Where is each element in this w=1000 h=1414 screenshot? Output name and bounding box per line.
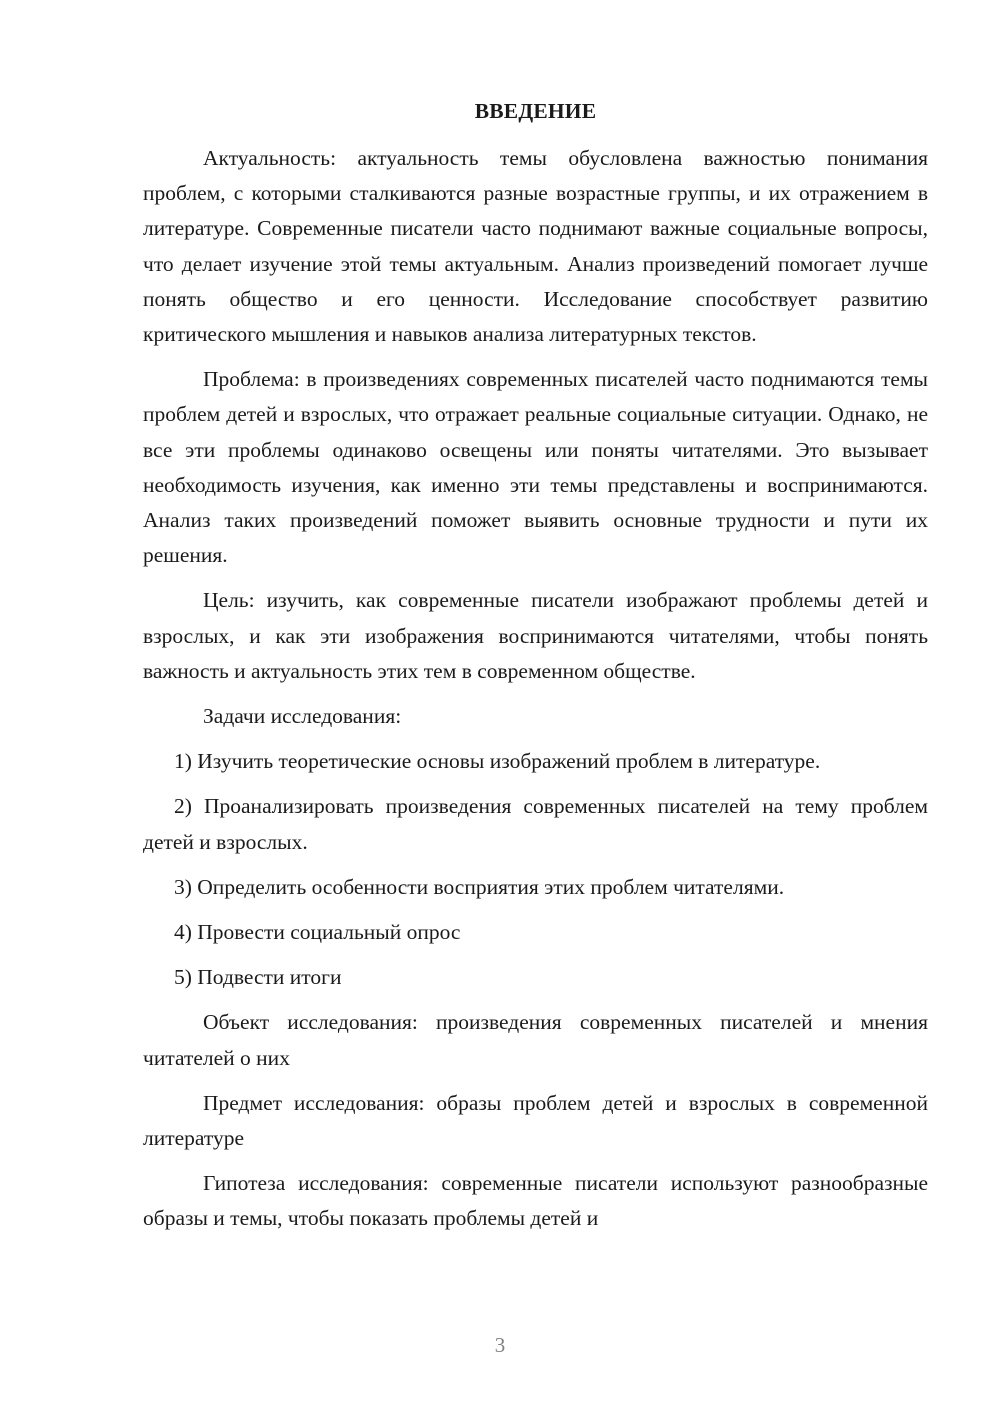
- page-content: [143, 93, 928, 1247]
- problem-paragraph: Проблема: в произведениях современных писателей часто поднимаются темы проблем детей и взрослых, что отражает реальные социальные ситуации. Однако, не все эти проблемы одинаково освещены или поняты читателями. Это вызывает необходимость изучения, как именно эти темы представлены и воспринимаются. Анализ таких произведений поможет выявить основные трудности и пути их решения.: [143, 367, 928, 568]
- relevance-paragraph: Актуальность: актуальность темы обусловлена важностью понимания проблем, с которыми сталкиваются разные возрастные группы, и их отражением в литературе. Современные писатели часто поднимают важные социальные вопросы, что делает изучение этой темы актуальным. Анализ произведений помогает лучше понять общество и его ценности. Исследование способствует развитию критического мышления и навыков анализа литературных текстов.: [143, 146, 928, 347]
- task-item-3: 3) Определить особенности восприятия этих проблем читателями.: [174, 874, 785, 899]
- subject-paragraph: Предмет исследования: образы проблем детей и взрослых в современной литературе: [143, 1090, 928, 1151]
- task-item-4: 4) Провести социальный опрос: [174, 920, 461, 945]
- page-title: ВВЕДЕНИЕ: [474, 99, 597, 123]
- goal-paragraph: Цель: изучить, как современные писатели изображают проблемы детей и взрослых, и как эти изображения воспринимаются читателями, чтобы понять важность и актуальность этих тем в современном обществе.: [143, 588, 928, 683]
- hypothesis-paragraph: Гипотеза исследования: современные писатели используют разнообразные образы и темы, чтобы показать проблемы детей и: [143, 1171, 928, 1231]
- task-item-2: 2) Проанализировать произведения современных писателей на тему проблем детей и взрослых.: [143, 794, 928, 854]
- page-number: 3: [494, 1333, 506, 1357]
- task-item-1: 1) Изучить теоретические основы изображений проблем в литературе.: [174, 749, 821, 774]
- object-paragraph: Объект исследования: произведения современных писателей и мнения читателей о них: [143, 1010, 928, 1070]
- task-item-5: 5) Подвести итоги: [174, 965, 342, 990]
- tasks-heading: Задачи исследования:: [203, 704, 402, 729]
